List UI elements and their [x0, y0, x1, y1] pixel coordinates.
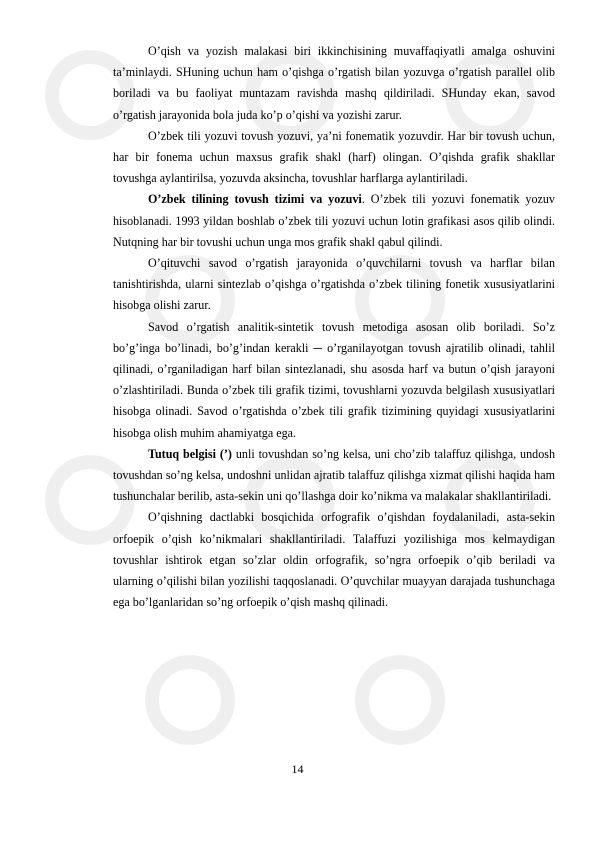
paragraph-2 — [113, 126, 555, 190]
paragraph-5-text: Savod o’rgatish analitik-sintetik tovush metodiga asosan olib boriladi. So’z bo’g’inga bo’linadi, bo’g’indan kerakli ─ o’rganilayotgan tovush ajratilib olinadi, tahlil qilinadi, o’rganiladigan harf bilan sintezlanadi, shu asosda harf va butun o’qish jarayoni o’zlashtiriladi. Bunda o’zbek tili grafik tizimi, tovushlarni yozuvda belgilash xususiyatlari hisobga olinadi. Savod o’rgatishda o’zbek tili grafik tizimining quyidagi xususiyatlarini hisobga olish muhim ahamiyatga ega. — [113, 319, 555, 440]
paragraph-3-bold: O’zbek tilining tovush tizimi va yozuvi — [148, 192, 362, 207]
paragraph-7-text: O’qishning dactlabki bosqichida orfografik o’qishdan foydalaniladi, asta-sekin orfoepik o’qish ko’nikmalari shakllantiriladi. Talaffuzi yozilishiga mos kelmaydigan tovushlar ishtirok etgan so’zlar oldin orfografik, so’ngra orfoepik o’qib beriladi va ularning o’qilishi bilan yozilishi taqqoslanadi. O’quvchilar muayyan darajada tushunchaga ega bo’lganlaridan so’ng orfoepik o’qish mashq qilinadi. — [113, 510, 555, 610]
paragraph-3 — [113, 189, 555, 253]
body-text — [113, 41, 555, 613]
paragraph-6-bold: Tutuq belgisi (’) — [148, 446, 232, 461]
page-number: 14 — [291, 762, 304, 776]
paragraph-6 — [113, 444, 555, 508]
paragraph-4 — [113, 253, 555, 317]
paragraph-6-text: unli tovushdan so’ng kelsa, uni cho’zib talaffuz qilishga, undosh tovushdan so’ng kelsa, undoshni unlidan ajratib talaffuz qilishga xizmat qilishi haqida ham tushunchalar berilib, asta-sekin uni qo’llashga doir ko’nikma va malakalar shakllantiriladi. — [113, 446, 556, 504]
paragraph-2-text: O’zbek tili yozuvi tovush yozuvi, ya’ni fonematik yozuvdir. Har bir tovush uchun, har bir fonema uchun maxsus grafik shakl (harf) olingan. O’qishda grafik shakllar tovushga aylantirilsa, yozuvda aksincha, tovushlar harflarga aylantiriladi. — [113, 128, 555, 186]
paragraph-4-text: O’qituvchi savod o’rgatish jarayonida o’quvchilarni tovush va harflar bilan tanishtirishda, ularni sintezlab o’qishga o’rgatishda o’zbek tilining fonetik xususiyatlarini hisobga olishi zarur. — [113, 256, 555, 313]
paragraph-1 — [113, 41, 555, 126]
paragraph-3-text: . O’zbek tili yozuvi fonematik yozuv hisoblanadi. 1993 yildan boshlab o’zbek tili yozuvi uchun lotin grafikasi asos qilib olindi. Nutqning har bir tovushi uchun unga mos grafik shakl qabul qilindi. — [113, 192, 555, 249]
paragraph-7 — [113, 507, 555, 613]
paragraph-1-text: O’qish va yozish malakasi biri ikkinchisining muvaffaqiyatli amalga oshuvini ta’minlaydi. SHuning uchun ham o’qishga o’rgatish bilan yozuvga o’rgatish parallel olib boriladi va bu faoliyat muntazam ravishda mashq qildiriladi. SHunday ekan, savod o’rgatish jarayonida bola juda ko’p o’qishi va yozishi zarur. — [113, 44, 555, 122]
paragraph-5 — [113, 317, 555, 444]
